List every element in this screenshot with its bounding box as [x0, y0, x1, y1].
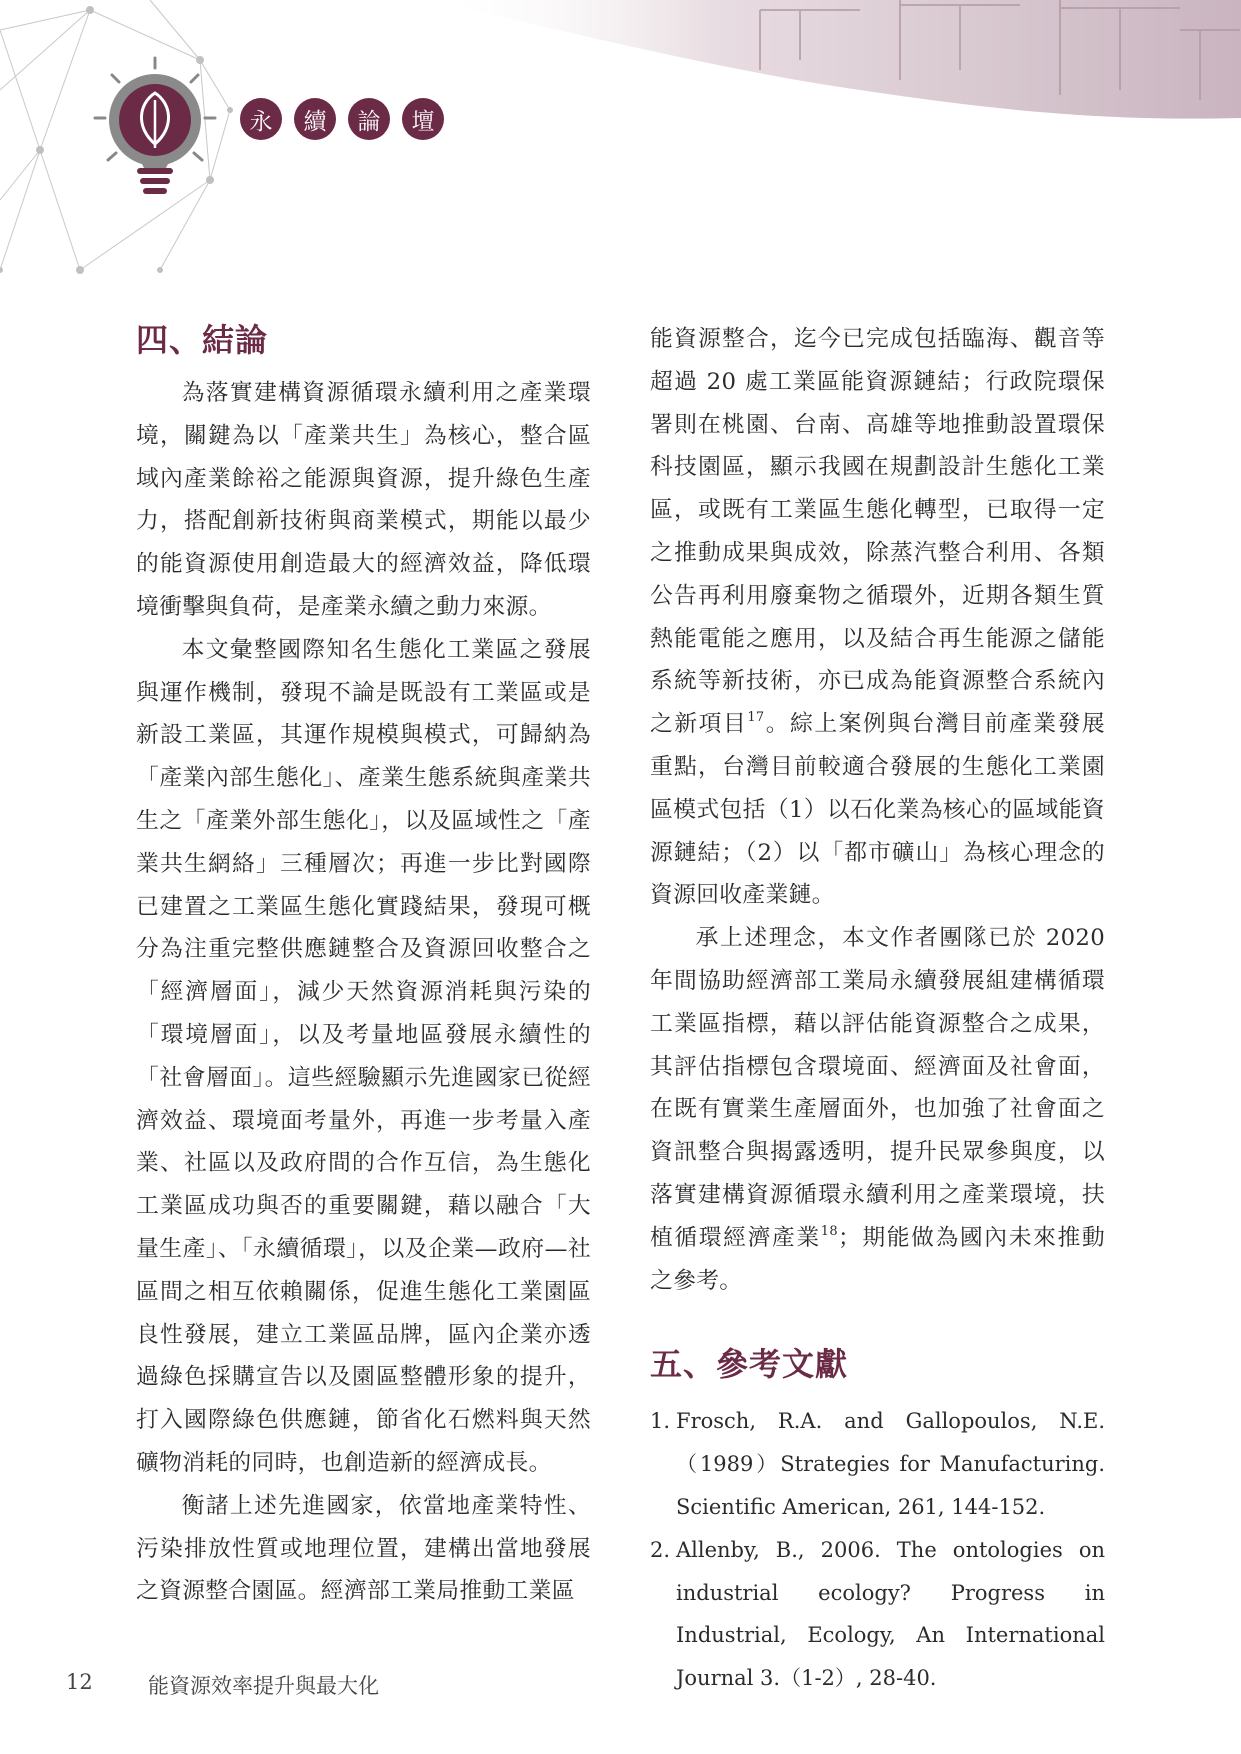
page-number: 12	[66, 1670, 93, 1694]
paragraph: 衡諸上述先進國家，依當地產業特性、污染排放性質或地理位置，建構出當地發展之資源整合園區。經濟部工業局推動工業區	[136, 1492, 591, 1605]
series-char: 壇	[402, 98, 444, 140]
section-heading-references: 五、參考文獻	[650, 1345, 849, 1384]
series-char: 永	[240, 98, 282, 140]
paragraph: 為落實建構資源循環永續利用之產業環境，關鍵為以「產業共生」為核心，整合區域內產業餘裕之能源與資源，提升綠色生產力，搭配創新技術與商業模式，期能以最少的能資源使用創造最大的經濟效益，降低環境衝擊與負荷，是產業永續之動力來源。	[136, 380, 591, 620]
footnote-ref: 17	[747, 710, 765, 726]
series-char: 續	[294, 98, 336, 140]
right-column	[650, 318, 1105, 1700]
paragraph-text: ；期能做為國內未來推動之參考。	[650, 1224, 1105, 1294]
paragraph-text: 承上述理念，本文作者團隊已於 2020 年間協助經濟部工業局永續發展組建構循環工業區指標，藉以評估能資源整合之成果，其評估指標包含環境面、經濟面及社會面，在既有實業生產層面外，也加強了社會面之資訊整合與揭露透明，提升民眾參與度，以落實建構資源循環永續利用之產業環境，扶植循環經濟產業	[650, 925, 1105, 1251]
reference-text: Frosch, R.A. and Gallopoulos, N.E.（1989）Strategies for Manufacturing. Scientific American, 261, 144-152.	[676, 1409, 1105, 1519]
paragraph-continued	[650, 318, 1105, 917]
series-char: 論	[348, 98, 390, 140]
reference-number: 2.	[650, 1537, 671, 1562]
left-column	[136, 318, 591, 1613]
reference-number: 1.	[650, 1409, 671, 1434]
footnote-ref: 18	[820, 1223, 838, 1239]
paragraph	[650, 917, 1105, 1302]
header-decoration	[0, 0, 1241, 290]
lightbulb-leaf-icon	[95, 58, 215, 194]
paragraph-text: 能資源整合，迄今已完成包括臨海、觀音等超過 20 處工業區能資源鏈結；行政院環保署則在桃園、台南、高雄等地推動設置環保科技園區，顯示我國在規劃設計生態化工業區，或既有工業區生態化轉型，已取得一定之推動成果與成效，除蒸汽整合利用、各類公告再利用廢棄物之循環外，近期各類生質熱能電能之應用，以及結合再生能源之儲能系統等新技術，亦已成為能資源整合系統內之新項目	[650, 326, 1105, 738]
section-heading-conclusion: 四、結論	[136, 321, 269, 359]
paragraph: 本文彙整國際知名生態化工業區之發展與運作機制，發現不論是既設有工業區或是新設工業區，其運作規模與模式，可歸納為「產業內部生態化」、產業生態系統與產業共生之「產業外部生態化」，以及區域性之「產業共生網絡」三種層次；再進一步比對國際已建置之工業區生態化實踐結果，發現可概分為注重完整供應鏈整合及資源回收整合之「經濟層面」，減少天然資源消耗與污染的「環境層面」，以及考量地區發展永續性的「社會層面」。這些經驗顯示先進國家已從經濟效益、環境面考量外，再進一步考量入產業、社區以及政府間的合作互信，為生態化工業區成功與否的重要關鍵，藉以融合「大量生產」、「永續循環」，以及企業—政府—社區間之相互依賴關係，促進生態化工業園區良性發展，建立工業區品牌，區內企業亦透過綠色採購宣告以及園區整體形象的提升，打入國際綠色供應鏈，節省化石燃料與天然礦物消耗的同時，也創造新的經濟成長。	[136, 636, 591, 1476]
series-title	[240, 98, 444, 140]
paragraph-text: 。綜上案例與台灣目前產業發展重點，台灣目前較適合發展的生態化工業園區模式包括（1）以石化業為核心的區域能資源鏈結；（2）以「都市礦山」為核心理念的資源回收產業鏈。	[650, 711, 1106, 909]
reference-item	[650, 1400, 1105, 1528]
reference-item	[650, 1529, 1105, 1700]
reference-list	[650, 1400, 1105, 1700]
reference-text: Allenby, B., 2006. The ontologies on industrial ecology? Progress in Industrial, Ecology, An International Journal 3.（1-2）, 28-40.	[676, 1537, 1105, 1691]
publication-title: 能資源效率提升與最大化	[148, 1674, 379, 1698]
